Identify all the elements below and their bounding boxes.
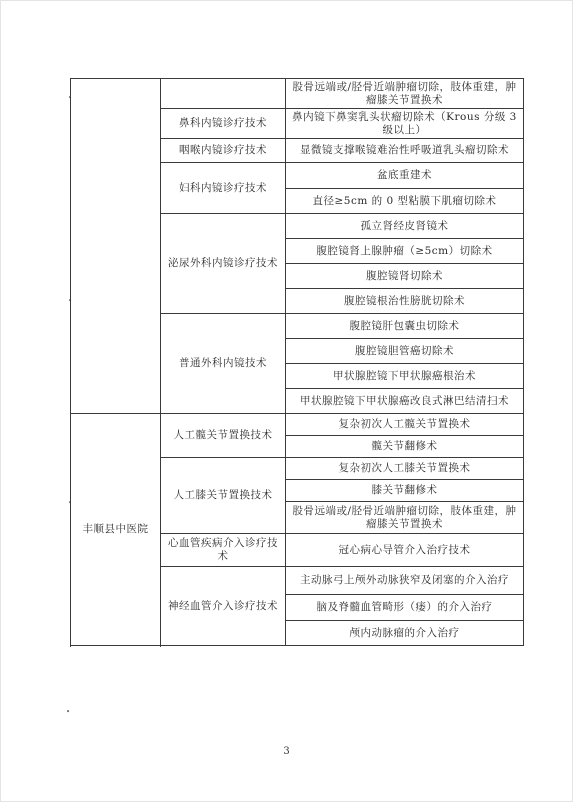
technique-cell: 主动脉弓上颅外动脉狭窄及闭塞的介入治疗 <box>286 567 524 595</box>
technique-cell: 股骨远端或/胫骨近端肿瘤切除，肢体重建，肿瘤膝关节置换术 <box>286 79 524 109</box>
technique-cell: 甲状腺腔镜下甲状腺癌改良式淋巴结清扫术 <box>286 389 524 414</box>
category-cell: 人工髋关节置换技术 <box>161 414 286 458</box>
technique-cell: 脑及脊髓血管畸形（瘘）的介入治疗 <box>286 595 524 621</box>
margin-mark: • <box>68 297 73 305</box>
category-cell: 泌尿外科内镜诊疗技术 <box>161 214 286 314</box>
technique-cell: 甲状腺腔镜下甲状腺癌根治术 <box>286 364 524 389</box>
category-cell: 妇科内镜诊疗技术 <box>161 163 286 214</box>
technique-cell: 显微镜支撑喉镜难治性呼吸道乳头瘤切除术 <box>286 139 524 163</box>
technique-cell: 腹腔镜肾上腺肿瘤（≥5cm）切除术 <box>286 239 524 264</box>
technique-cell: 股骨远端或/胫骨近端肿瘤切除，肢体重建，肿瘤膝关节置换术 <box>286 502 524 534</box>
technique-cell: 孤立肾经皮肾镜术 <box>286 214 524 239</box>
table-row <box>71 79 524 109</box>
category-cell: 咽喉内镜诊疗技术 <box>161 139 286 163</box>
category-cell: 普通外科内镜技术 <box>161 314 286 414</box>
margin-mark: • <box>66 708 71 716</box>
technique-cell: 腹腔镜肾切除术 <box>286 264 524 289</box>
margin-mark: • <box>68 499 73 507</box>
surgical-techniques-table <box>70 78 524 646</box>
category-cell: 鼻科内镜诊疗技术 <box>161 109 286 139</box>
technique-cell: 直径≥5cm 的 0 型粘膜下肌瘤切除术 <box>286 189 524 214</box>
margin-mark: • <box>68 94 73 102</box>
hospital-cell <box>71 79 161 414</box>
technique-cell: 复杂初次人工膝关节置换术 <box>286 458 524 480</box>
table-row <box>71 414 524 436</box>
category-cell: 人工膝关节置换技术 <box>161 458 286 534</box>
technique-cell: 腹腔镜肝包囊虫切除术 <box>286 314 524 339</box>
technique-cell: 腹腔镜胆管癌切除术 <box>286 339 524 364</box>
category-cell: 心血管疾病介入诊疗技术 <box>161 534 286 567</box>
hospital-cell: 丰顺县中医院 <box>71 414 161 646</box>
technique-cell: 鼻内镜下鼻窦乳头状瘤切除术（Krous 分级 3 级以上） <box>286 109 524 139</box>
page-number: 3 <box>283 746 290 757</box>
technique-cell: 颅内动脉瘤的介入治疗 <box>286 621 524 646</box>
technique-cell: 盆底重建术 <box>286 163 524 189</box>
technique-cell: 腹腔镜根治性膀胱切除术 <box>286 289 524 314</box>
category-cell: 神经血管介入诊疗技术 <box>161 567 286 646</box>
technique-cell: 膝关节翻修术 <box>286 480 524 502</box>
technique-cell: 冠心病心导管介入治疗技术 <box>286 534 524 567</box>
technique-cell: 复杂初次人工髋关节置换术 <box>286 414 524 436</box>
category-cell <box>161 79 286 109</box>
technique-cell: 髋关节翻修术 <box>286 436 524 458</box>
